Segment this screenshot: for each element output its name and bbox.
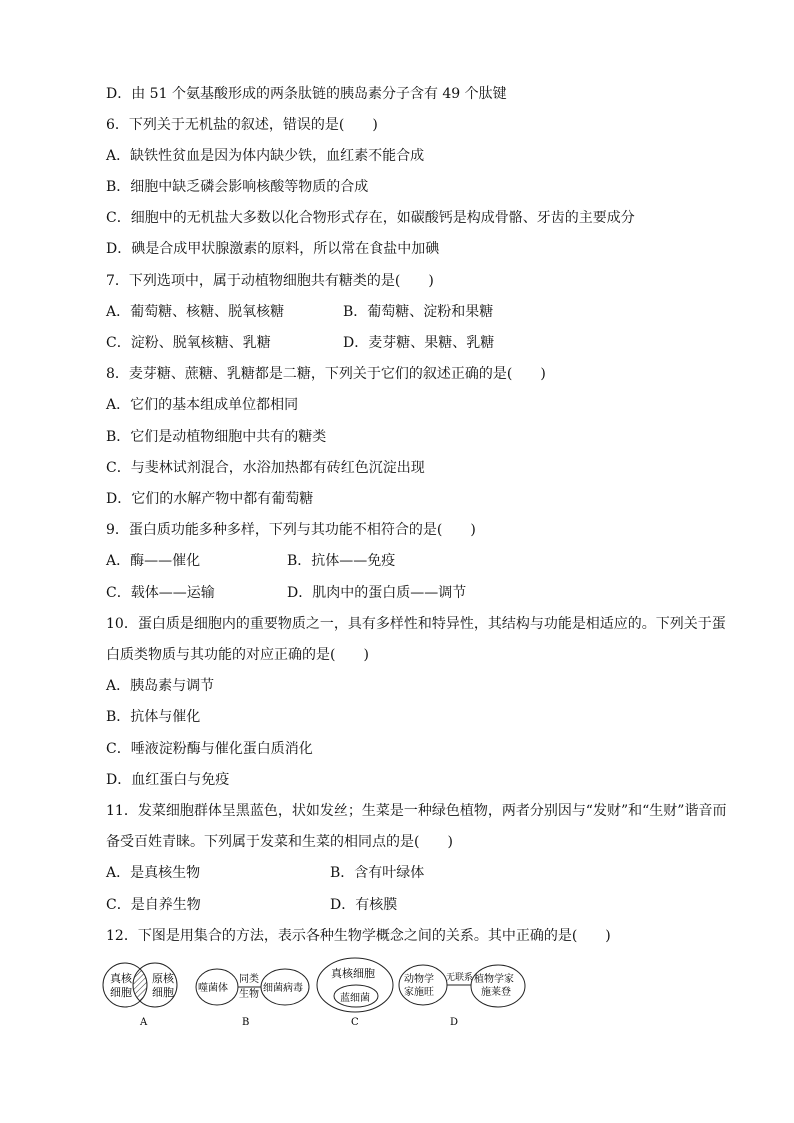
figure-a (103, 963, 177, 1028)
figure-d-right-text-2: 施莱登 (481, 987, 511, 998)
q9-option-d: D．肌肉中的蛋白质——调节 (287, 585, 467, 601)
q7-option-a: A．葡萄糖、核糖、脱氧核糖 (106, 304, 285, 320)
figure-a-overlap-hatch (133, 969, 147, 1001)
figure-b-label: B (242, 1017, 250, 1028)
q10-stem-line2: 白质类物质与其功能的对应正确的是( ) (106, 647, 369, 663)
figure-d-right-oval (471, 965, 525, 1007)
figure-b-mid-text-2: 生物 (239, 989, 259, 1000)
figure-c (317, 958, 393, 1028)
q10-option-b: B．抗体与催化 (106, 709, 201, 725)
q8-stem: 8．麦芽糖、蔗糖、乳糖都是二糖，下列关于它们的叙述正确的是( ) (106, 366, 546, 382)
figure-a-right-text-2: 细胞 (152, 986, 174, 999)
q9-stem: 9．蛋白质功能多种多样，下列与其功能不相符合的是( ) (106, 522, 476, 538)
figure-a-left-text-1: 真核 (110, 972, 132, 985)
q9-option-b: B．抗体——免疫 (287, 553, 396, 569)
figure-d-mid-text: 无联系 (446, 973, 474, 983)
q7-option-d: D．麦芽糖、果糖、乳糖 (343, 335, 495, 351)
q10-option-d: D．血红蛋白与免疫 (106, 772, 230, 788)
figure-d-left-text-2: 家施旺 (404, 987, 434, 998)
q7-option-c: C．淀粉、脱氧核糖、乳糖 (106, 335, 271, 351)
q6-option-b: B．细胞中缺乏磷会影响核酸等物质的合成 (106, 179, 369, 195)
q9-option-a: A．酶——催化 (106, 553, 201, 569)
q6-option-c: C．细胞中的无机盐大多数以化合物形式存在，如碳酸钙是构成骨骼、牙齿的主要成分 (106, 210, 635, 226)
figure-a-left-text-2: 细胞 (110, 986, 132, 999)
q5-option-d: D．由 51 个氨基酸形成的两条肽链的胰岛素分子含有 49 个肽键 (106, 86, 507, 102)
figure-a-right-text-1: 原核 (152, 972, 174, 985)
figure-b-right-text: 细菌病毒 (263, 983, 303, 994)
q10-option-c: C．唾液淀粉酶与催化蛋白质消化 (106, 741, 313, 757)
q6-stem: 6．下列关于无机盐的叙述，错误的是( ) (106, 117, 378, 133)
figure-d-left-oval (399, 965, 447, 1005)
q11-option-c: C．是自养生物 (106, 897, 201, 913)
figure-d (399, 965, 525, 1028)
q7-stem: 7．下列选项中，属于动植物细胞共有糖类的是( ) (106, 273, 434, 289)
q8-option-b: B．它们是动植物细胞中共有的糖类 (106, 429, 327, 445)
q10-stem-line1: 10．蛋白质是细胞内的重要物质之一，具有多样性和特异性，其结构与功能是相适应的。下列关于蛋 (106, 616, 726, 632)
q8-option-a: A．它们的基本组成单位都相同 (106, 397, 299, 413)
figure-a-label: A (140, 1017, 148, 1028)
figure-d-left-text-1: 动物学 (404, 974, 434, 985)
q11-option-d: D．有核膜 (330, 897, 398, 913)
q11-stem-line2: 备受百姓青睐。下列属于发菜和生菜的相同点的是( ) (106, 834, 453, 850)
q11-option-a: A．是真核生物 (106, 865, 201, 881)
q8-option-c: C．与斐林试剂混合，水浴加热都有砖红色沉淀出现 (106, 460, 425, 476)
figure-c-outer-text: 真核细胞 (331, 967, 375, 980)
q6-option-d: D．碘是合成甲状腺激素的原料，所以常在食盐中加碘 (106, 241, 440, 257)
q10-option-a: A．胰岛素与调节 (106, 678, 215, 694)
figure-b-mid-text-1: 同类 (239, 974, 259, 985)
set-diagram-figure (100, 955, 530, 1035)
figure-b-left-text: 噬菌体 (198, 983, 228, 994)
q12-stem: 12．下图是用集合的方法，表示各种生物学概念之间的关系。其中正确的是( ) (106, 928, 611, 944)
q7-option-b: B．葡萄糖、淀粉和果糖 (343, 304, 494, 320)
figure-d-right-text-1: 植物学家 (474, 974, 514, 985)
figure-d-label: D (450, 1017, 459, 1028)
figure-c-inner-text: 蓝细菌 (340, 993, 370, 1004)
q11-stem-line1: 11．发菜细胞群体呈黑蓝色，状如发丝；生菜是一种绿色植物，两者分别因与“发财”和“生财”谐音而 (106, 803, 727, 819)
q8-option-d: D．它们的水解产物中都有葡萄糖 (106, 491, 314, 507)
figure-b (196, 969, 309, 1028)
q6-option-a: A．缺铁性贫血是因为体内缺少铁，血红素不能合成 (106, 148, 425, 164)
q9-option-c: C．载体——运输 (106, 585, 215, 601)
figure-c-label: C (351, 1017, 359, 1028)
q11-option-b: B．含有叶绿体 (330, 865, 425, 881)
